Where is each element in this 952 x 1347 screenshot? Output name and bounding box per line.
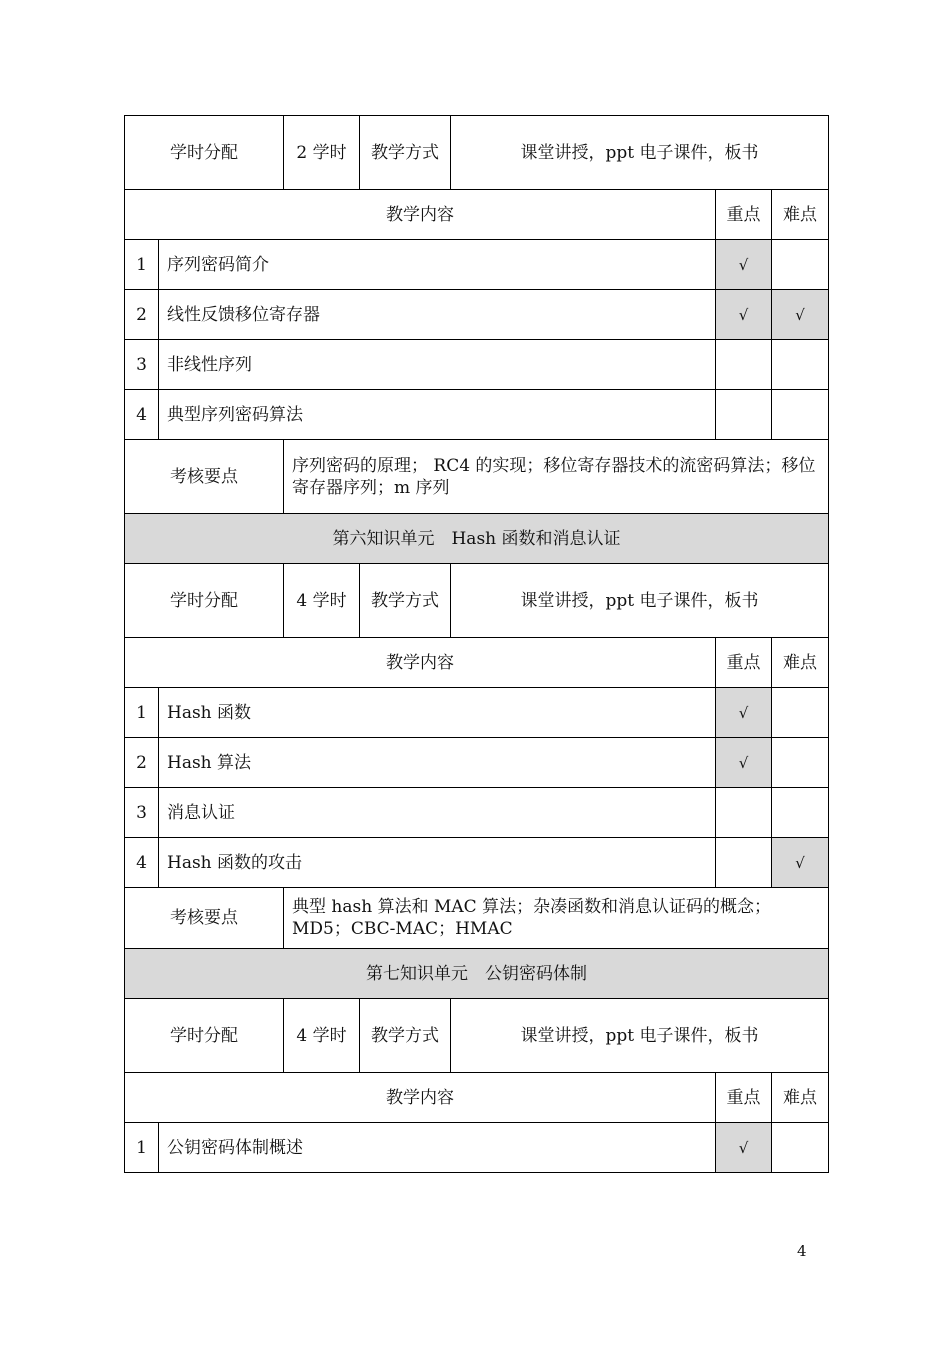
hours-value: 2 学时 — [284, 116, 360, 190]
difficult-mark — [772, 340, 829, 390]
key-mark — [716, 838, 772, 888]
method-value: 课堂讲授，ppt 电子课件，板书 — [451, 999, 829, 1073]
unit-title: 第六知识单元 Hash 函数和消息认证 — [125, 514, 829, 564]
key-mark: √ — [716, 688, 772, 738]
assessment-label: 考核要点 — [125, 440, 284, 514]
course-table — [124, 115, 829, 1173]
item-number: 1 — [125, 688, 159, 738]
key-mark — [716, 390, 772, 440]
unit-title-row — [125, 514, 829, 564]
assessment-row — [125, 440, 829, 514]
hours-row — [125, 564, 829, 638]
hours-value: 4 学时 — [284, 564, 360, 638]
table-row — [125, 290, 829, 340]
table-row — [125, 390, 829, 440]
item-number: 2 — [125, 290, 159, 340]
item-number: 2 — [125, 738, 159, 788]
hours-value: 4 学时 — [284, 999, 360, 1073]
content-label: 教学内容 — [125, 1073, 716, 1123]
assessment-text: 序列密码的原理； RC4 的实现；移位寄存器技术的流密码算法；移位寄存器序列；m 序列 — [284, 440, 829, 514]
difficult-label: 难点 — [772, 190, 829, 240]
difficult-mark: √ — [772, 290, 829, 340]
method-label: 教学方式 — [360, 116, 451, 190]
method-label: 教学方式 — [360, 564, 451, 638]
difficult-mark — [772, 390, 829, 440]
method-label: 教学方式 — [360, 999, 451, 1073]
item-number: 1 — [125, 1123, 159, 1173]
hours-label: 学时分配 — [125, 999, 284, 1073]
table-row — [125, 1123, 829, 1173]
method-value: 课堂讲授，ppt 电子课件，板书 — [451, 564, 829, 638]
key-mark — [716, 340, 772, 390]
content-label: 教学内容 — [125, 638, 716, 688]
item-number: 3 — [125, 340, 159, 390]
item-title: Hash 函数的攻击 — [159, 838, 716, 888]
item-title: 典型序列密码算法 — [159, 390, 716, 440]
table-row — [125, 340, 829, 390]
item-number: 3 — [125, 788, 159, 838]
hours-label: 学时分配 — [125, 116, 284, 190]
difficult-mark — [772, 688, 829, 738]
page-number: 4 — [797, 1242, 807, 1260]
hours-row — [125, 116, 829, 190]
table-row — [125, 738, 829, 788]
content-header-row — [125, 1073, 829, 1123]
difficult-label: 难点 — [772, 638, 829, 688]
key-label: 重点 — [716, 638, 772, 688]
content-header-row — [125, 190, 829, 240]
item-title: 消息认证 — [159, 788, 716, 838]
content-header-row — [125, 638, 829, 688]
assessment-text: 典型 hash 算法和 MAC 算法；杂凑函数和消息认证码的概念；MD5；CBC-MAC；HMAC — [284, 888, 829, 949]
difficult-mark — [772, 240, 829, 290]
method-value: 课堂讲授，ppt 电子课件，板书 — [451, 116, 829, 190]
table-row — [125, 838, 829, 888]
key-label: 重点 — [716, 190, 772, 240]
unit-title-row — [125, 949, 829, 999]
key-label: 重点 — [716, 1073, 772, 1123]
assessment-row — [125, 888, 829, 949]
difficult-mark — [772, 788, 829, 838]
item-title: Hash 函数 — [159, 688, 716, 738]
unit-title: 第七知识单元 公钥密码体制 — [125, 949, 829, 999]
difficult-mark — [772, 738, 829, 788]
item-title: 非线性序列 — [159, 340, 716, 390]
key-mark: √ — [716, 290, 772, 340]
item-title: 公钥密码体制概述 — [159, 1123, 716, 1173]
item-number: 4 — [125, 390, 159, 440]
item-title: Hash 算法 — [159, 738, 716, 788]
difficult-mark — [772, 1123, 829, 1173]
hours-label: 学时分配 — [125, 564, 284, 638]
difficult-label: 难点 — [772, 1073, 829, 1123]
key-mark — [716, 788, 772, 838]
key-mark: √ — [716, 240, 772, 290]
table-row — [125, 788, 829, 838]
difficult-mark: √ — [772, 838, 829, 888]
assessment-label: 考核要点 — [125, 888, 284, 949]
content-label: 教学内容 — [125, 190, 716, 240]
key-mark: √ — [716, 738, 772, 788]
table-row — [125, 688, 829, 738]
key-mark: √ — [716, 1123, 772, 1173]
item-title: 序列密码简介 — [159, 240, 716, 290]
item-title: 线性反馈移位寄存器 — [159, 290, 716, 340]
item-number: 4 — [125, 838, 159, 888]
table-row — [125, 240, 829, 290]
hours-row — [125, 999, 829, 1073]
item-number: 1 — [125, 240, 159, 290]
